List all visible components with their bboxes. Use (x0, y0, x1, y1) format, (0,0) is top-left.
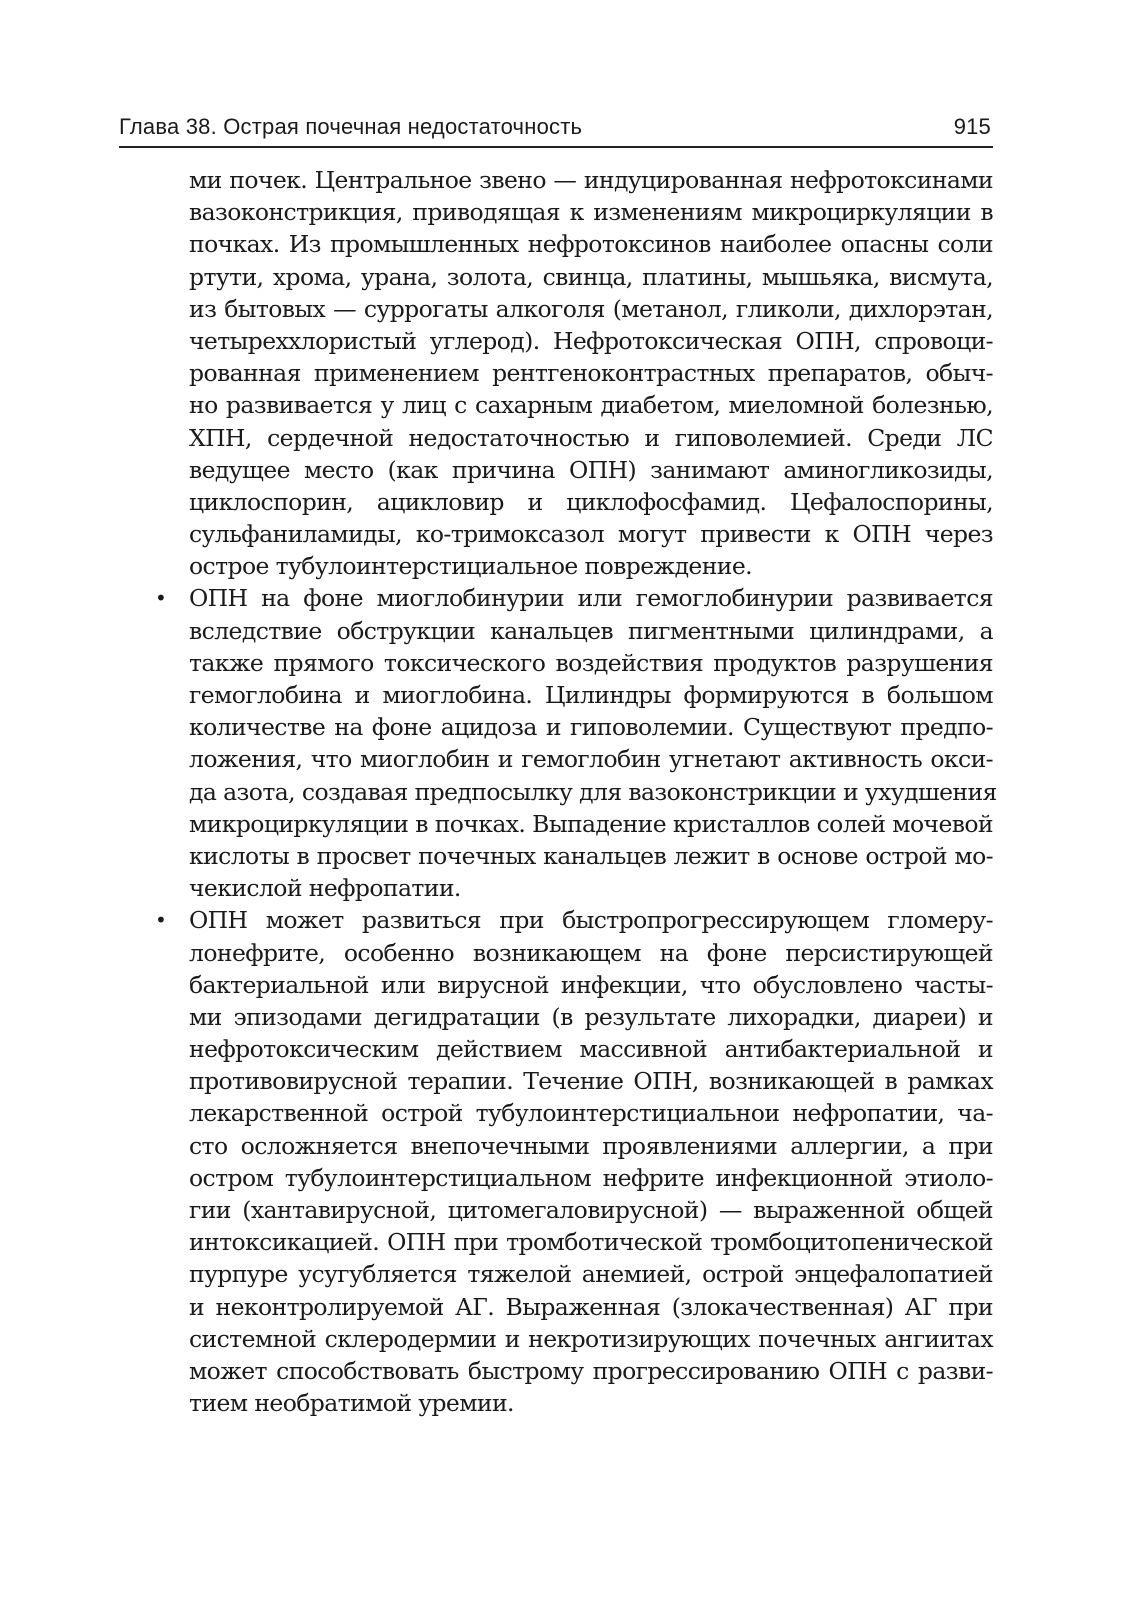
text-line: ми эпизодами дегидратации (в результате лихорадки, диареи) и (189, 1002, 993, 1031)
text-line: почках. Из промышленных нефротоксинов наиболее опасны соли (189, 230, 993, 259)
running-header (119, 110, 993, 148)
text-line: лонефрите, особенно возникающем на фоне персистирующей (189, 938, 993, 967)
text-line: ведущее место (как причина ОПН) занимают аминогликозиды, (189, 455, 993, 484)
page-number: 915 (953, 114, 991, 139)
text-line: нефротоксическим действием массивной антибактериальной и (189, 1035, 993, 1064)
text-line: да азота, создавая предпосылку для вазоконстрикции и ухудшения (189, 777, 997, 806)
text-line: ми почек. Центральное звено — индуцированная нефротоксинами (189, 166, 993, 194)
bullet-item-myoglobinuria (155, 582, 997, 904)
text-line: из бытовых — суррогаты алкоголя (метанол, гликоли, дихлорэтан, (189, 294, 993, 323)
text-line: чекислой нефропатии. (189, 874, 461, 903)
text-line: может способствовать быстрому прогрессированию ОПН с разви- (189, 1356, 993, 1385)
text-line: также прямого токсического воздействия продуктов разрушения (189, 648, 993, 677)
text-line: рованная применением рентгеноконтрастных препаратов, обыч- (189, 359, 993, 388)
text-line: системной склеродермии и некротизирующих почечных ангиитах (189, 1324, 993, 1353)
text-line: циклоспорин, ацикловир и циклофосфамид. Цефалоспорины, (189, 487, 993, 516)
text-line: гии (хантавирусной, цитомегаловирусной) — выраженной общей (189, 1196, 993, 1224)
text-line: вазоконстрикция, приводящая к изменениям микроциркуляции в (189, 198, 993, 227)
text-line: вследствие обструкции канальцев пигментными цилиндрами, а (189, 616, 993, 645)
text-line: острое тубулоинтерстициальное повреждение. (189, 552, 753, 581)
chapter-title: Глава 38. Острая почечная недостаточность (119, 114, 583, 139)
text-line (155, 582, 993, 614)
text-line: четыреххлористый углерод). Нефротоксическая ОПН, спровоци- (189, 326, 993, 355)
bullet-icon: • (155, 586, 167, 611)
text-line: тием необратимой уремии. (189, 1389, 514, 1418)
text-line: сто осложняется внепочечными проявлениями аллергии, а при (189, 1131, 993, 1160)
body-text (155, 164, 997, 1419)
text-line: и неконтролируемой АГ. Выраженная (злокачественная) АГ при (189, 1292, 993, 1321)
text-line: бактериальной или вирусной инфекции, что обусловлено часты- (189, 970, 993, 999)
paragraph-intro (189, 164, 993, 582)
text-line (155, 904, 993, 936)
text-line: пурпуре усугубляется тяжелой анемией, острой энцефалопатией (189, 1260, 993, 1289)
text-line: остром тубулоинтерстициальном нефрите инфекционной этиоло- (189, 1163, 993, 1192)
text-line: интоксикацией. ОПН при тромботической тромбоцитопенической (189, 1228, 993, 1257)
text-line: противовирусной терапии. Течение ОПН, возникающей в рамках (189, 1067, 993, 1096)
text-line: ложения, что миоглобин и гемоглобин угнетают активность окси- (189, 745, 993, 774)
text-line: гемоглобина и миоглобина. Цилиндры формируются в большом (189, 681, 993, 709)
text-line: лекарственной острой тубулоинтерстициальнои нефропатии, ча- (189, 1099, 993, 1128)
text-line-content: ОПН может развиться при быстропрогрессирующем гломеру- (189, 906, 993, 935)
text-line: ртути, хрома, урана, золота, свинца, платины, мышьяка, висмута, (189, 262, 993, 291)
text-line: микроциркуляции в почках. Выпадение кристаллов солей мочевой (189, 809, 993, 838)
bullet-item-glomerulonephritis (155, 904, 993, 1419)
text-line: но развивается у лиц с сахарным диабетом, миеломной болезнью, (189, 391, 993, 420)
bullet-icon: • (155, 908, 167, 933)
text-line-content: ОПН на фоне миоглобинурии или гемоглобинурии развивается (189, 584, 993, 613)
text-line: кислоты в просвет почечных канальцев лежит в основе острой мо- (189, 841, 993, 870)
text-line: количестве на фоне ацидоза и гиповолемии. Существуют предпо- (189, 713, 993, 742)
text-line: ХПН, сердечной недостаточностью и гиповолемией. Среди ЛС (189, 423, 993, 452)
text-line: сульфаниламиды, ко-тримоксазол могут привести к ОПН через (189, 520, 993, 549)
